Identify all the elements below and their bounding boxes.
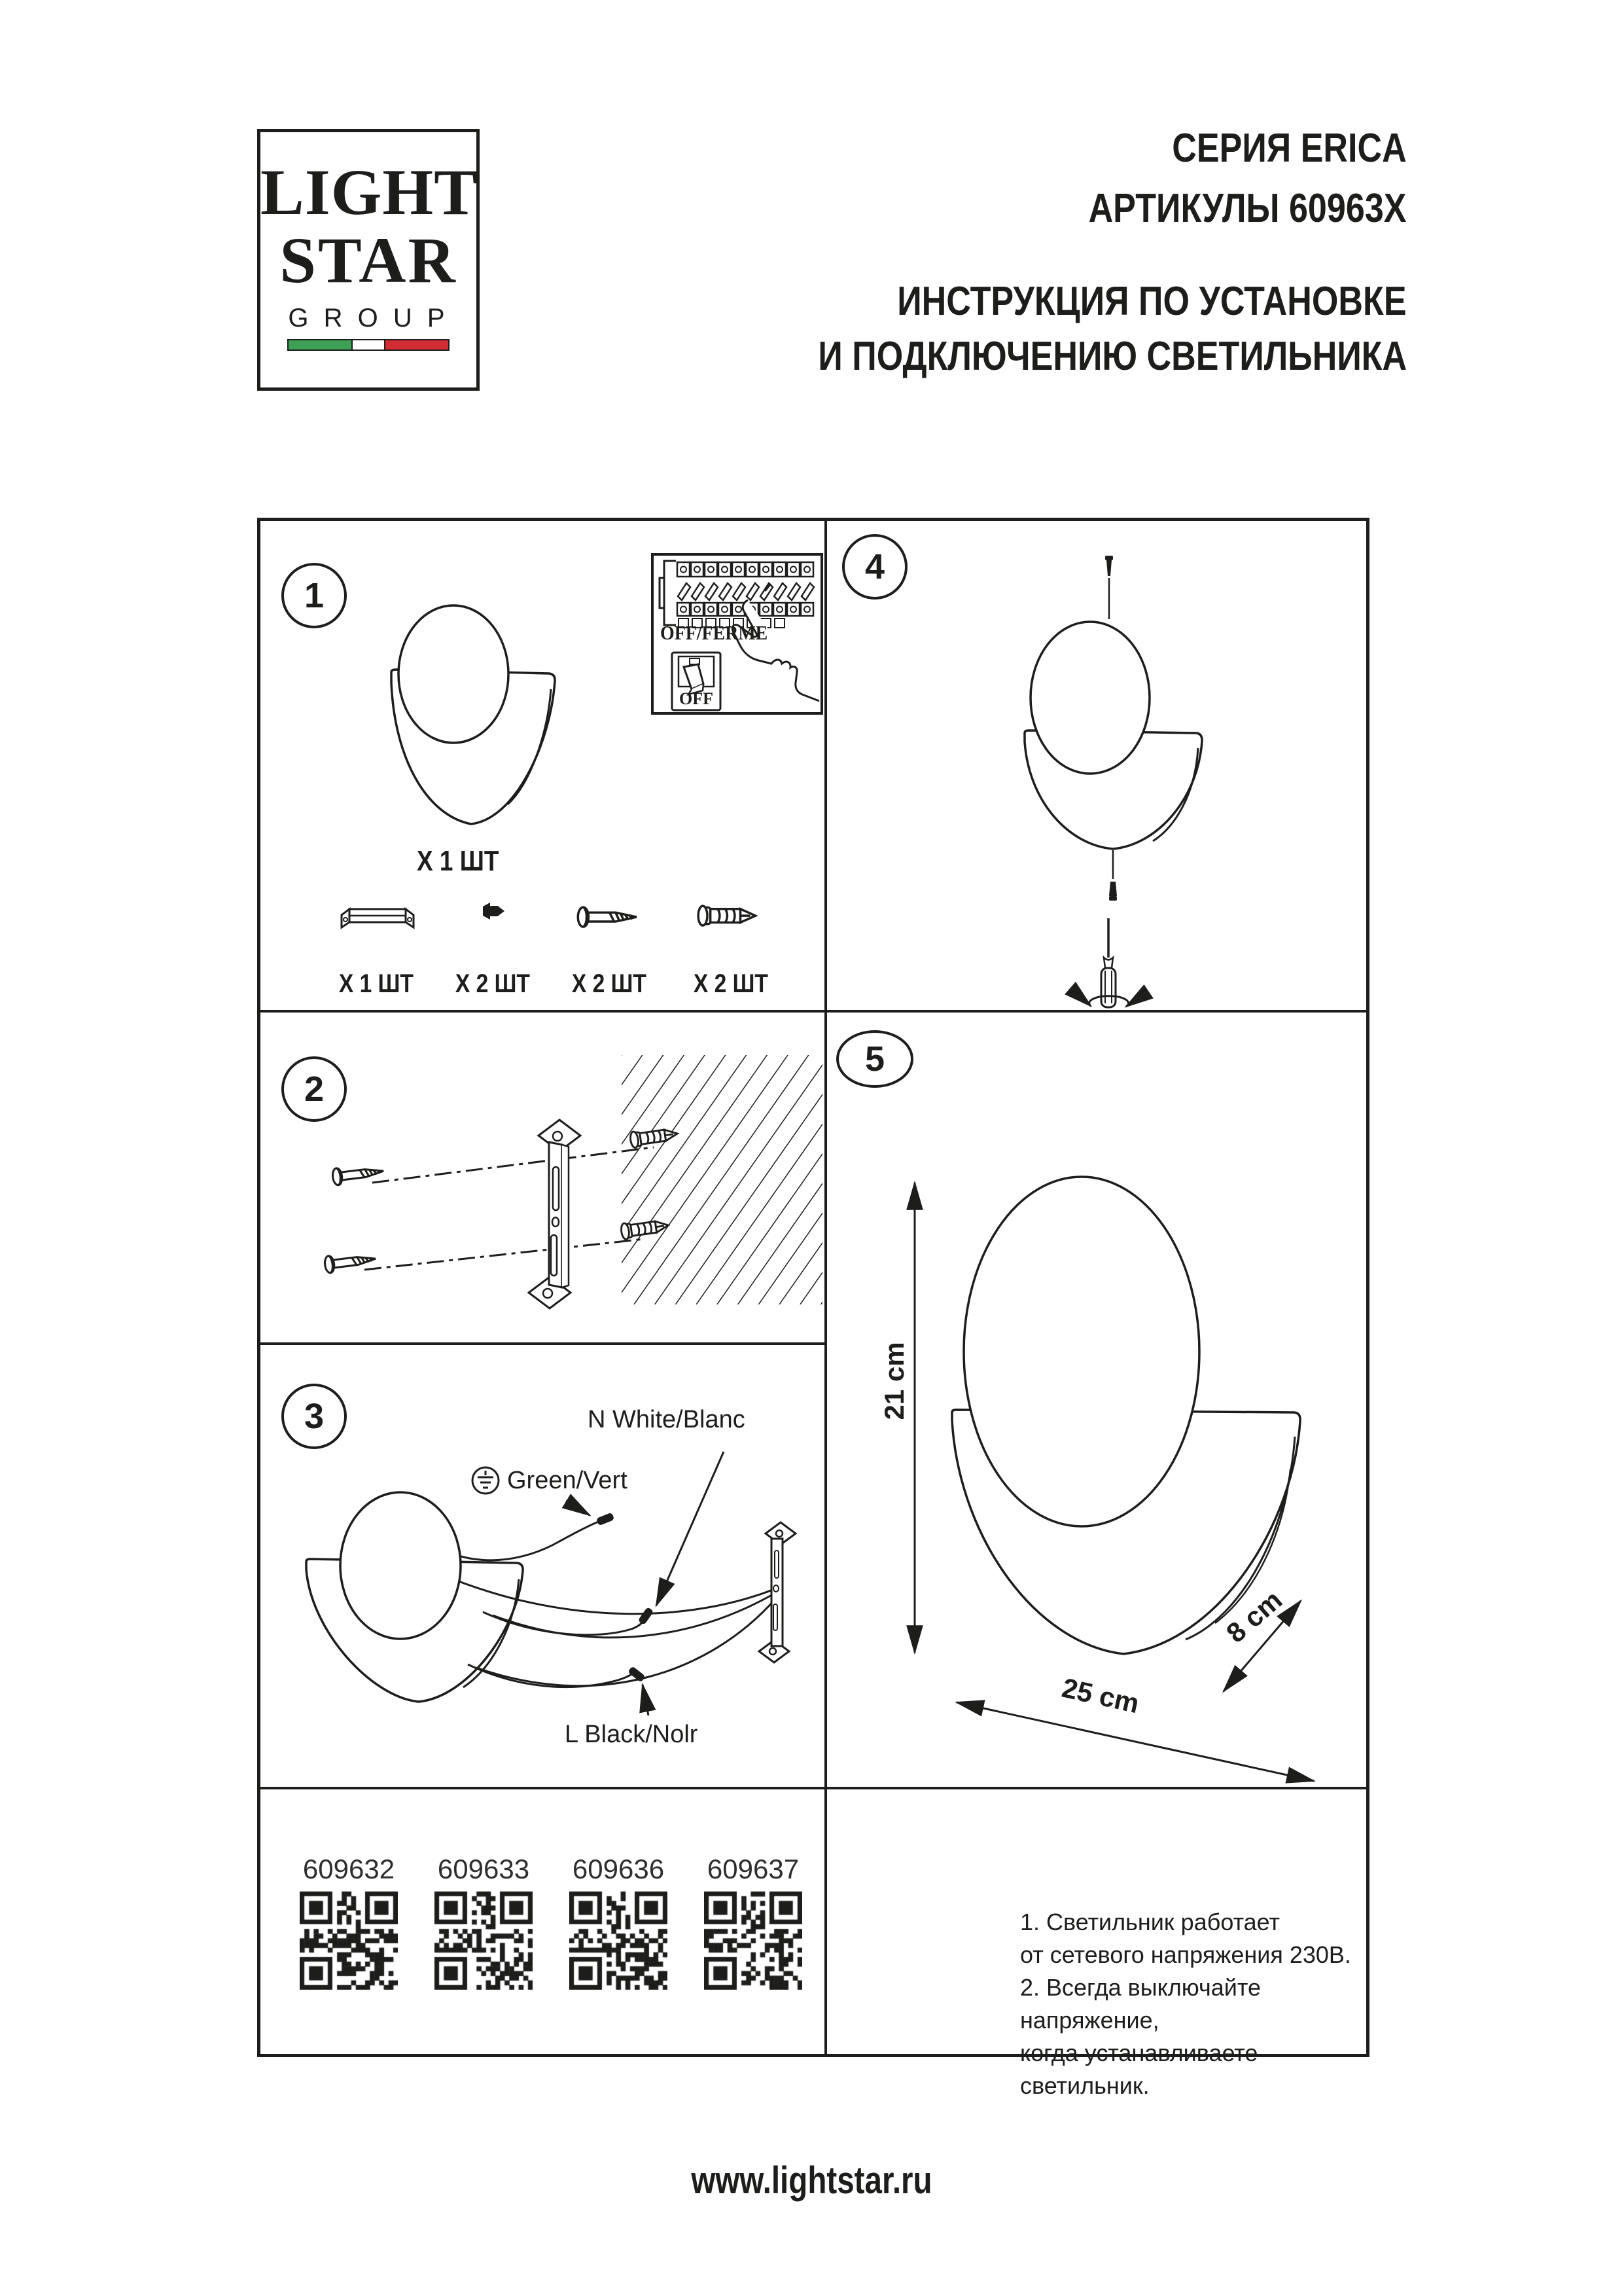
fixing-screw-top	[1105, 556, 1113, 619]
article-number-2: 609633	[437, 1854, 530, 1884]
article-number-3: 609636	[572, 1854, 665, 1884]
anchor-icon	[698, 906, 755, 925]
alignment-line-bottom	[364, 1239, 644, 1270]
step-2-number: 2	[304, 1069, 325, 1109]
ground-arrow	[566, 1501, 590, 1515]
logo-star: STAR	[279, 224, 457, 296]
neutral-arrow	[656, 1452, 724, 1605]
panel-3-wiring	[257, 1344, 826, 1787]
wall-lamp-drawing	[1025, 622, 1202, 849]
lamp-quantity-label: X 1 ШТ	[417, 845, 499, 877]
alignment-line-top	[372, 1147, 654, 1183]
bracket-quantity-label: X 1 ШТ	[338, 969, 414, 998]
ground-wire-label: Green/Vert	[507, 1467, 627, 1494]
articles-title: АРТИКУЛЫ 60963Х	[1089, 186, 1407, 231]
flag-green-segment	[289, 340, 353, 350]
note-line-1: 1. Светильник работает	[1020, 1909, 1280, 1935]
wire-end-caps	[596, 1513, 654, 1683]
panel-5-dimensions	[826, 1011, 1369, 1787]
step-4-number: 4	[864, 547, 885, 586]
instruction-title-line1: ИНСТРУКЦИЯ ПО УСТАНОВКЕ	[897, 279, 1407, 324]
step-5-number: 5	[864, 1039, 885, 1079]
long-screw-icon	[578, 907, 637, 927]
height-dimension-label: 21 cm	[879, 1342, 909, 1420]
anchor-quantity-label: X 2 ШТ	[693, 969, 769, 998]
ground-wire-cap	[596, 1513, 615, 1526]
wires	[429, 1521, 775, 1687]
neutral-wire-cap	[638, 1607, 654, 1625]
panel-safety-notes	[826, 1788, 1369, 2099]
panel-4-drawing	[826, 518, 1369, 1011]
article-number-4: 609637	[707, 1854, 800, 1884]
flag-red-segment	[384, 340, 448, 350]
qr-code-3	[569, 1892, 667, 1990]
fixing-screw-bottom	[1109, 850, 1117, 901]
long-screw-quantity-label: X 2 ШТ	[571, 969, 647, 998]
article-number-1: 609632	[302, 1854, 395, 1884]
panel-2-drawing	[257, 1011, 826, 1342]
panel-4-lamp-fixing	[826, 518, 1369, 1011]
step-3-number: 3	[304, 1397, 325, 1436]
flag-white-segment	[353, 340, 384, 350]
panel-1-package-contents	[257, 518, 826, 1011]
note-line-4: когда устанавливаете светильник.	[1020, 2039, 1258, 2099]
panel-2-bracket-mounting	[257, 1011, 826, 1342]
depth-dimension-label: 8 cm	[1220, 1584, 1288, 1649]
line-arrow	[643, 1685, 648, 1715]
neutral-wire-label: N White/Blanc	[588, 1406, 745, 1433]
wall-lamp-drawing	[306, 1492, 523, 1702]
note-line-2: от сетевого напряжения 230В.	[1020, 1941, 1351, 1968]
logo-group: G R O U P	[288, 304, 449, 332]
small-screw-icon	[483, 903, 504, 920]
switch-off-label: OFF	[679, 689, 713, 708]
power-off-inset	[651, 553, 823, 715]
logo-light: LIGHT	[260, 156, 478, 228]
website-url: www.lightstar.ru	[691, 2159, 933, 2202]
breaker-off-label: OFF/FERME	[660, 621, 768, 644]
qr-code-4	[704, 1892, 802, 1990]
note-line-3: 2. Всегда выключайте напряжение,	[1020, 1974, 1261, 2034]
width-dimension-label: 25 cm	[1059, 1672, 1142, 1719]
line-wire-label: L Black/Nolr	[565, 1721, 698, 1748]
qr-code-2	[434, 1892, 533, 1990]
series-title: СЕРИЯ ERICA	[1172, 126, 1407, 171]
instruction-title-line2: И ПОДКЛЮЧЕНИЮ СВЕТИЛЬНИКА	[818, 334, 1407, 379]
step-1-number: 1	[304, 576, 325, 615]
screwdriver-icon	[1089, 918, 1129, 1007]
qr-code-1	[300, 1892, 398, 1990]
bracket-part-icon	[342, 909, 414, 927]
panel-article-qr-codes	[257, 1788, 826, 2057]
mounting-bracket-drawing	[529, 1120, 580, 1308]
lightstar-logo	[257, 129, 480, 391]
ground-symbol-icon	[472, 1467, 499, 1494]
logo-italian-flag	[287, 339, 450, 351]
circuit-breakers-icon	[660, 561, 814, 628]
small-screw-quantity-label: X 2 ШТ	[455, 969, 531, 998]
wall-lamp-drawing	[391, 605, 555, 824]
wall-hatching	[622, 1055, 822, 1304]
wall-lamp-drawing	[952, 1177, 1300, 1654]
